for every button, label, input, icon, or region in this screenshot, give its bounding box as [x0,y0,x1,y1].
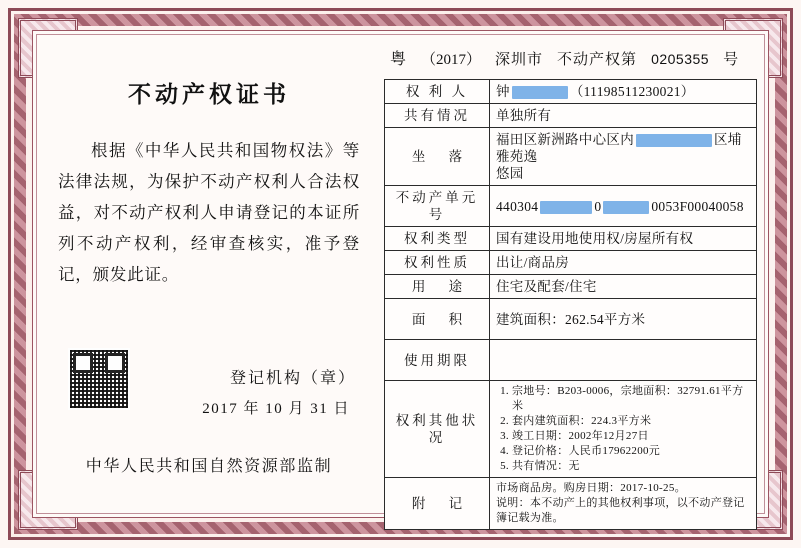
remark-line: 说明：本不动产上的其他权利事项，以不动产登记簿记载为准。 [496,497,745,524]
issuer-line: 中华人民共和国自然资源部监制 [85,458,333,475]
row-value-right-type: 国有建设用地使用权/房屋所有权 [490,227,757,251]
registry-organization-label: 登记机构（章） [229,370,356,387]
row-value-remarks [490,478,757,530]
owner-id: （11198511230021） [569,84,695,99]
row-label-usage: 用 途 [385,275,490,299]
table-row [385,381,757,478]
certificate-header [384,42,757,79]
other-condition-item: 5. 共有情况：无 [512,459,750,474]
location-part-3: 悠园 [496,166,524,181]
row-label-co-ownership: 共有情况 [385,104,490,128]
row-value-other-conditions [490,381,757,478]
page-title: 不动产权证书 [128,82,290,107]
table-row [385,299,757,340]
other-condition-item: 4. 登记价格：人民币17962200元 [512,444,750,459]
row-value-unit-number [490,186,757,227]
table-row [385,186,757,227]
redaction-bar [636,134,712,147]
row-label-location: 坐 落 [385,128,490,186]
other-condition-item: 3. 竣工日期：2002年12月27日 [512,429,750,444]
unit-number-part-3: 0053F00040058 [651,198,744,214]
right-column [374,42,757,524]
row-label-right-type: 权利类型 [385,227,490,251]
remark-line: 市场商品房。购房日期：2017-10-25。 [496,482,686,494]
certificate-number-suffix: 号 [723,52,740,68]
table-row [385,128,757,186]
row-label-term: 使用期限 [385,340,490,381]
table-row [385,80,757,104]
redaction-bar [540,201,592,214]
redaction-bar [603,201,649,214]
row-value-location [490,128,757,186]
row-value-co-ownership: 单独所有 [490,104,757,128]
province-code: 粤 [390,51,408,68]
row-value-right-nature: 出让/商品房 [490,251,757,275]
row-value-area: 建筑面积：262.54平方米 [490,299,757,340]
row-label-remarks: 附 记 [385,478,490,530]
certificate-content [44,42,757,524]
certificate-year: （2017） [421,52,482,68]
table-row [385,227,757,251]
row-label-right-nature: 权利性质 [385,251,490,275]
row-label-owner: 权 利 人 [385,80,490,104]
legal-statement: 根据《中华人民共和国物权法》等法律法规，为保护不动产权利人合法权益，对不动产权利人申请登记的本证所列不动产权利，经审查核实，准予登记，颁发此证。 [58,141,360,284]
table-row [385,478,757,530]
owner-surname: 钟 [496,84,510,99]
row-value-owner [490,80,757,104]
location-part-1: 福田区新洲路中心区内 [496,132,634,147]
certificate-number: 0205355 [651,51,710,67]
certificate-city: 深圳市 [495,52,544,68]
row-value-usage: 住宅及配套/住宅 [490,275,757,299]
table-row [385,275,757,299]
property-info-table [384,79,757,530]
table-row [385,104,757,128]
table-row [385,251,757,275]
unit-number-part-1: 440304 [496,198,539,214]
other-condition-item: 2. 套内建筑面积：224.3平方米 [512,414,750,429]
other-condition-item: 1. 宗地号：B203-0006，宗地面积：32791.61平方米 [512,384,750,414]
left-column [44,42,374,506]
row-label-area: 面 积 [385,299,490,340]
qr-code-icon [68,348,130,410]
location-part-2: 区埔雅苑逸 [496,132,742,164]
certificate-number-label: 不动产权第 [557,52,638,68]
row-label-unit-number: 不动产单元号 [385,186,490,227]
row-value-term [490,340,757,381]
unit-number-part-2: 0 [594,198,602,214]
row-label-other-conditions: 权利其他状况 [385,381,490,478]
issue-date: 2017 年 10 月 31 日 [202,401,350,417]
redaction-bar [512,86,568,99]
table-row [385,340,757,381]
